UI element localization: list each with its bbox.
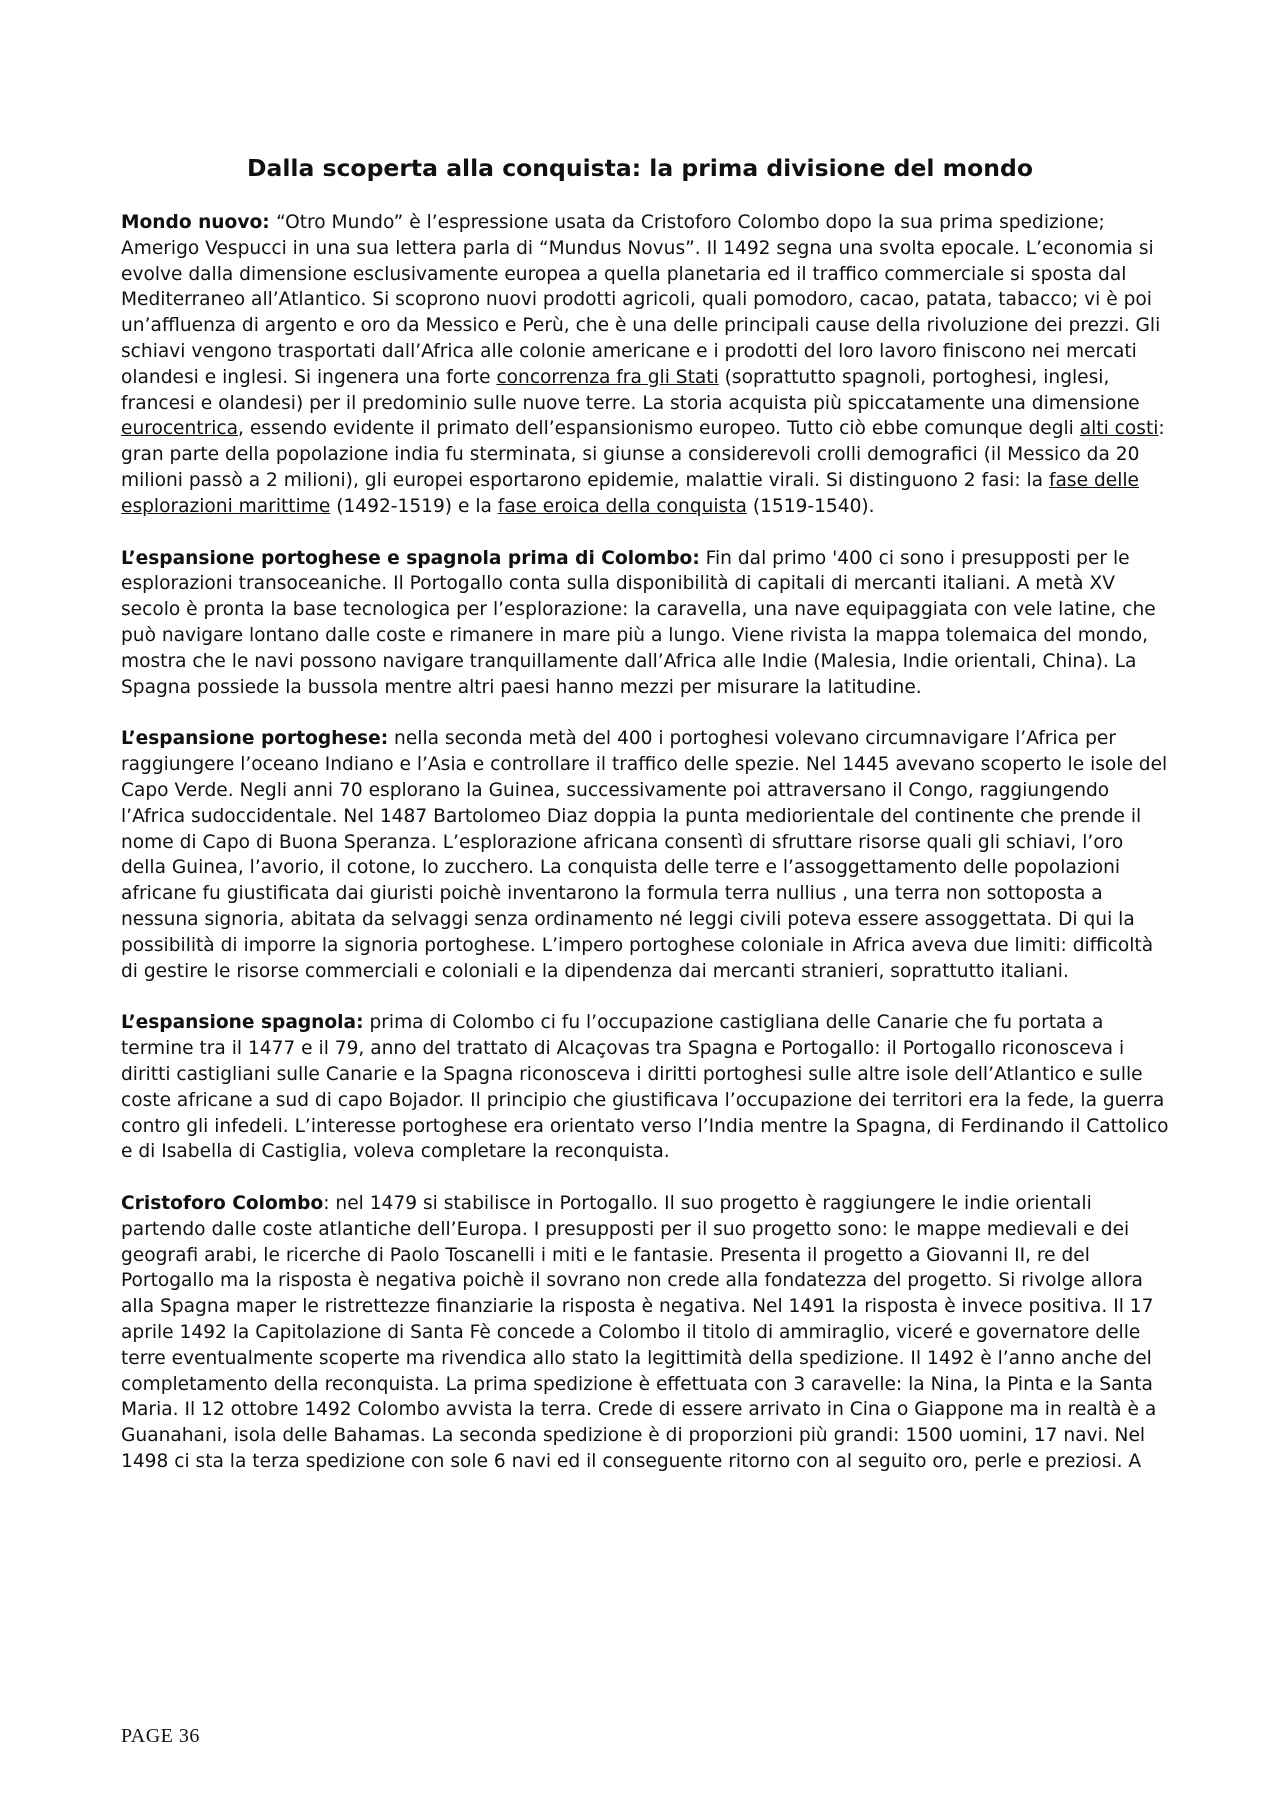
paragraph-text: prima di Colombo ci fu l’occupazione castigliana delle Canarie che fu portata a termine tra il 1477 e il 79, anno del trattato di Alcaçovas tra Spagna e Portogallo: il Portogallo riconosceva i diritti castigliani sulle Canarie e la Spagna riconosceva i diritti portoghesi sulle altre isole dell’Atlantico e sulle coste africane a sud di capo Bojador. Il principio che giustificava l’occupazione dei territori era la fede, la guerra contro gli infedeli. L’interesse portoghese era orientato verso l’India mentre la Spagna, di Ferdinando il Cattolico e di Isabella di Castiglia, voleva completare la reconquista. bbox=[121, 1012, 1169, 1163]
paragraph-text: “Otro Mundo” è l’espressione usata da Cristoforo Colombo dopo la sua prima spedizione; Amerigo Vespucci in una sua lettera parla di “Mundus Novus”. Il 1492 segna una svolta epocale. L’economia si evolve dalla dimensione esclusivamente europea a quella planetaria ed il traffico commerciale si sposta dal Mediterraneo all’Atlantico. Si scoprono nuovi prodotti agricoli, quali pomodoro, cacao, patata, tabacco; vi è poi un’affluenza di argento e oro da Messico e Perù, che è una delle principali cause della rivoluzione dei prezzi. Gli schiavi vengono trasportati dall’Africa alle colonie americane e i prodotti del loro lavoro finiscono nei mercati olandesi e inglesi. Si ingenera una forte bbox=[121, 212, 1161, 388]
paragraph-text: nella seconda metà del 400 i portoghesi volevano circumnavigare l’Africa per raggiungere l’oceano Indiano e l’Asia e controllare il traffico delle spezie. Nel 1445 avevano scoperto le isole del Capo Verde. Negli anni 70 esplorano la Guinea, successivamente poi attraversano il Congo, raggiungendo l’Africa sudoccidentale. Nel 1487 Bartolomeo Diaz doppia la punta mediorientale del continente che prende il nome di Capo di Buona Speranza. L’esplorazione africana consentì di sfruttare risorse quali gli schiavi, l’oro della Guinea, l’avorio, il cotone, lo zucchero. La conquista delle terre e l’assoggettamento delle popolazioni africane fu giustificata dai giuristi poichè inventarono la formula terra nullius , una terra non sottoposta a nessuna signoria, abitata da selvaggi senza ordinamento né leggi civili poteva essere assoggettata. Di qui la possibilità di imporre la signoria portoghese. L’impero portoghese coloniale in Africa aveva due limiti: difficoltà di gestire le risorse commerciali e coloniali e la dipendenza dai mercanti stranieri, soprattutto italiani. bbox=[121, 728, 1168, 982]
paragraph-heading: L’espansione portoghese: bbox=[121, 728, 389, 750]
page-number: PAGE 36 bbox=[121, 1725, 200, 1747]
paragraph bbox=[121, 546, 1173, 701]
underlined-term: alti costi bbox=[1079, 418, 1159, 440]
paragraph-text: Fin dal primo '400 ci sono i presupposti per le esplorazioni transoceaniche. Il Portogallo conta sulla disponibilità di capitali di mercanti italiani. A metà XV secolo è pronta la base tecnologica per l’esplorazione: la caravella, una nave equipaggiata con vele latine, che può navigare lontano dalle coste e rimanere in mare più a lungo. Viene rivista la mappa tolemaica del mondo, mostra che le navi possono navigare tranquillamente dall’Africa alle Indie (Malesia, Indie orientali, China). La Spagna possiede la bussola mentre altri paesi hanno mezzi per misurare la latitudine. bbox=[121, 547, 1156, 698]
paragraph bbox=[121, 1010, 1173, 1165]
paragraph-heading: L’espansione portoghese e spagnola prima di Colombo: bbox=[121, 547, 700, 569]
paragraph bbox=[121, 1191, 1173, 1475]
paragraph-text: (1492-1519) e la bbox=[330, 495, 498, 517]
paragraph-text: : nel 1479 si stabilisce in Portogallo. Il suo progetto è raggiungere le indie orientali partendo dalle coste atlantiche dell’Europa. I presupposti per il suo progetto sono: le mappe medievali e dei geografi arabi, le ricerche di Paolo Toscanelli i miti e le fantasie. Presenta il progetto a Giovanni II, re del Portogallo ma la risposta è negativa poichè il sovrano non crede alla fondatezza del progetto. Si rivolge allora alla Spagna maper le ristrettezze finanziarie la risposta è negativa. Nel 1491 la risposta è invece positiva. Il 17 aprile 1492 la Capitolazione di Santa Fè concede a Colombo il titolo di ammiraglio, viceré e governatore delle terre eventualmente scoperte ma rivendica allo stato la legittimità della spedizione. Il 1492 è l’anno anche del completamento della reconquista. La prima spedizione è effettuata con 3 caravelle: la Nina, la Pinta e la Santa Maria. Il 12 ottobre 1492 Colombo avvista la terra. Crede di essere arrivato in Cina o Giappone ma in realtà è a Guanahani, isola delle Bahamas. La seconda spedizione è di proporzioni più grandi: 1500 uomini, 17 navi. Nel 1498 ci sta la terza spedizione con sole 6 navi ed il conseguente ritorno con al seguito oro, perle e preziosi. A bbox=[121, 1193, 1157, 1473]
underlined-term: eurocentrica bbox=[121, 418, 239, 440]
paragraph bbox=[121, 210, 1173, 520]
paragraph bbox=[121, 726, 1173, 984]
underlined-term: fase eroica della conquista bbox=[497, 495, 747, 517]
paragraph-text: : gran parte della popolazione india fu sterminata, si giunse a considerevoli crolli demografici (il Messico da 20 milioni passò a 2 milioni), gli europei esportarono epidemie, malattie virali. Si distinguono 2 fasi: la bbox=[121, 418, 1165, 491]
document-body bbox=[121, 210, 1173, 1501]
underlined-term: fase delle esplorazioni marittime bbox=[121, 469, 1139, 517]
paragraph-heading: L’espansione spagnola: bbox=[121, 1012, 364, 1034]
paragraph-text: , essendo evidente il primato dell’espansionismo europeo. Tutto ciò ebbe comunque degli bbox=[238, 418, 1080, 440]
paragraph-text: (soprattutto spagnoli, portoghesi, inglesi, francesi e olandesi) per il predominio sulle nuove terre. La storia acquista più spiccatamente una dimensione bbox=[121, 366, 1140, 414]
page-title: Dalla scoperta alla conquista: la prima divisione del mondo bbox=[247, 154, 1033, 182]
paragraph-heading: Cristoforo Colombo bbox=[121, 1193, 324, 1215]
underlined-term: concorrenza fra gli Stati bbox=[496, 366, 719, 388]
paragraph-heading: Mondo nuovo: bbox=[121, 212, 277, 233]
paragraph-text: (1519-1540). bbox=[746, 495, 875, 517]
